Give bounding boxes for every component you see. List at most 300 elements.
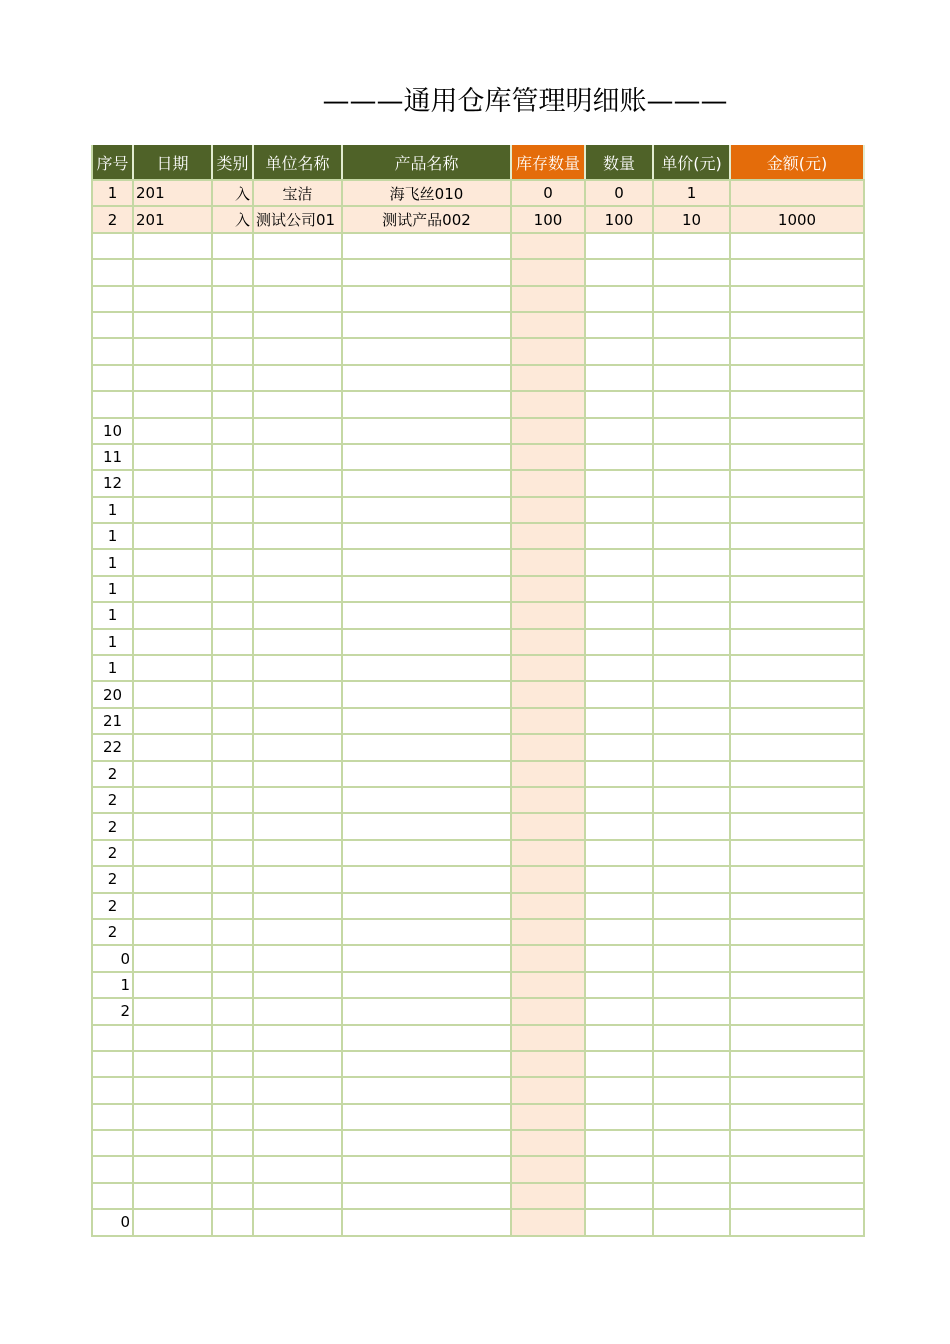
cell-unit-name[interactable]: [254, 469, 343, 495]
cell-stock-qty[interactable]: [512, 232, 586, 258]
cell-date[interactable]: [134, 601, 213, 627]
cell-seq[interactable]: 1: [93, 548, 134, 574]
cell-seq[interactable]: [93, 1024, 134, 1050]
cell-unit-price[interactable]: [654, 918, 731, 944]
cell-product-name[interactable]: [343, 1024, 512, 1050]
cell-stock-qty[interactable]: [512, 786, 586, 812]
cell-seq[interactable]: 2: [93, 892, 134, 918]
cell-amount[interactable]: [731, 364, 865, 390]
cell-stock-qty[interactable]: [512, 258, 586, 284]
cell-unit-name[interactable]: [254, 496, 343, 522]
cell-unit-price[interactable]: [654, 760, 731, 786]
cell-unit-name[interactable]: [254, 258, 343, 284]
cell-unit-price[interactable]: [654, 258, 731, 284]
cell-date[interactable]: 201: [134, 205, 213, 231]
cell-qty[interactable]: [586, 417, 654, 443]
cell-seq[interactable]: 1: [93, 522, 134, 548]
cell-amount[interactable]: [731, 285, 865, 311]
cell-unit-price[interactable]: [654, 1050, 731, 1076]
cell-date[interactable]: [134, 364, 213, 390]
cell-unit-name[interactable]: [254, 232, 343, 258]
cell-category[interactable]: [213, 311, 254, 337]
cell-unit-price[interactable]: [654, 997, 731, 1023]
cell-amount[interactable]: [731, 1129, 865, 1155]
cell-unit-price[interactable]: [654, 285, 731, 311]
cell-seq[interactable]: 1: [93, 971, 134, 997]
cell-qty[interactable]: [586, 601, 654, 627]
cell-stock-qty[interactable]: [512, 839, 586, 865]
cell-unit-price[interactable]: [654, 337, 731, 363]
cell-amount[interactable]: [731, 390, 865, 416]
cell-unit-name[interactable]: [254, 760, 343, 786]
cell-date[interactable]: [134, 1182, 213, 1208]
cell-amount[interactable]: [731, 1076, 865, 1102]
cell-amount[interactable]: [731, 654, 865, 680]
cell-seq[interactable]: 22: [93, 733, 134, 759]
cell-seq[interactable]: [93, 258, 134, 284]
cell-unit-price[interactable]: [654, 575, 731, 601]
cell-stock-qty[interactable]: [512, 1182, 586, 1208]
cell-date[interactable]: 201: [134, 179, 213, 205]
cell-stock-qty[interactable]: [512, 1208, 586, 1234]
cell-date[interactable]: [134, 812, 213, 838]
cell-product-name[interactable]: [343, 1182, 512, 1208]
cell-qty[interactable]: [586, 839, 654, 865]
cell-date[interactable]: [134, 1024, 213, 1050]
cell-amount[interactable]: [731, 575, 865, 601]
cell-unit-price[interactable]: [654, 443, 731, 469]
cell-stock-qty[interactable]: [512, 337, 586, 363]
cell-category[interactable]: [213, 1155, 254, 1181]
cell-unit-price[interactable]: [654, 1208, 731, 1234]
cell-qty[interactable]: [586, 1182, 654, 1208]
cell-stock-qty[interactable]: [512, 654, 586, 680]
cell-stock-qty[interactable]: [512, 548, 586, 574]
cell-qty[interactable]: [586, 1155, 654, 1181]
cell-unit-name[interactable]: 测试公司01: [254, 205, 343, 231]
cell-category[interactable]: [213, 575, 254, 601]
cell-category[interactable]: [213, 1182, 254, 1208]
cell-date[interactable]: [134, 971, 213, 997]
cell-stock-qty[interactable]: [512, 865, 586, 891]
cell-product-name[interactable]: [343, 918, 512, 944]
cell-unit-name[interactable]: [254, 839, 343, 865]
cell-product-name[interactable]: [343, 707, 512, 733]
cell-unit-name[interactable]: [254, 865, 343, 891]
cell-category[interactable]: [213, 548, 254, 574]
cell-amount[interactable]: [731, 892, 865, 918]
cell-category[interactable]: [213, 417, 254, 443]
cell-unit-price[interactable]: [654, 1155, 731, 1181]
cell-category[interactable]: [213, 364, 254, 390]
cell-category[interactable]: [213, 654, 254, 680]
cell-unit-name[interactable]: [254, 417, 343, 443]
cell-date[interactable]: [134, 232, 213, 258]
cell-stock-qty[interactable]: [512, 575, 586, 601]
cell-product-name[interactable]: [343, 733, 512, 759]
cell-amount[interactable]: [731, 812, 865, 838]
cell-qty[interactable]: [586, 469, 654, 495]
cell-date[interactable]: [134, 258, 213, 284]
cell-seq[interactable]: 2: [93, 839, 134, 865]
cell-qty[interactable]: [586, 997, 654, 1023]
cell-date[interactable]: [134, 733, 213, 759]
cell-amount[interactable]: [731, 469, 865, 495]
cell-unit-name[interactable]: [254, 337, 343, 363]
cell-unit-name[interactable]: [254, 601, 343, 627]
cell-qty[interactable]: [586, 892, 654, 918]
cell-category[interactable]: [213, 601, 254, 627]
cell-unit-name[interactable]: [254, 733, 343, 759]
cell-product-name[interactable]: [343, 760, 512, 786]
cell-product-name[interactable]: [343, 575, 512, 601]
cell-qty[interactable]: [586, 971, 654, 997]
cell-date[interactable]: [134, 1208, 213, 1234]
cell-unit-name[interactable]: [254, 522, 343, 548]
cell-unit-price[interactable]: [654, 601, 731, 627]
cell-category[interactable]: 入: [213, 179, 254, 205]
cell-product-name[interactable]: [343, 944, 512, 970]
cell-seq[interactable]: [93, 364, 134, 390]
cell-stock-qty[interactable]: [512, 390, 586, 416]
cell-unit-name[interactable]: [254, 1076, 343, 1102]
cell-seq[interactable]: [93, 337, 134, 363]
cell-stock-qty[interactable]: [512, 1129, 586, 1155]
cell-date[interactable]: [134, 654, 213, 680]
cell-date[interactable]: [134, 918, 213, 944]
cell-unit-name[interactable]: 宝洁: [254, 179, 343, 205]
cell-seq[interactable]: [93, 1182, 134, 1208]
cell-unit-price[interactable]: [654, 1129, 731, 1155]
cell-unit-price[interactable]: [654, 839, 731, 865]
cell-seq[interactable]: 2: [93, 918, 134, 944]
cell-seq[interactable]: 2: [93, 786, 134, 812]
cell-date[interactable]: [134, 892, 213, 918]
cell-date[interactable]: [134, 707, 213, 733]
cell-qty[interactable]: [586, 522, 654, 548]
cell-seq[interactable]: 20: [93, 680, 134, 706]
cell-category[interactable]: [213, 1103, 254, 1129]
cell-stock-qty[interactable]: [512, 522, 586, 548]
cell-amount[interactable]: [731, 839, 865, 865]
cell-product-name[interactable]: [343, 1050, 512, 1076]
cell-stock-qty[interactable]: [512, 918, 586, 944]
cell-date[interactable]: [134, 548, 213, 574]
cell-amount[interactable]: [731, 601, 865, 627]
cell-unit-price[interactable]: [654, 865, 731, 891]
cell-qty[interactable]: [586, 337, 654, 363]
cell-qty[interactable]: [586, 1076, 654, 1102]
cell-stock-qty[interactable]: [512, 892, 586, 918]
cell-stock-qty[interactable]: [512, 1155, 586, 1181]
cell-date[interactable]: [134, 575, 213, 601]
cell-category[interactable]: [213, 1050, 254, 1076]
cell-amount[interactable]: [731, 680, 865, 706]
cell-stock-qty[interactable]: [512, 1103, 586, 1129]
cell-amount[interactable]: [731, 865, 865, 891]
cell-qty[interactable]: [586, 1024, 654, 1050]
cell-date[interactable]: [134, 522, 213, 548]
cell-product-name[interactable]: [343, 1103, 512, 1129]
cell-unit-name[interactable]: [254, 944, 343, 970]
cell-category[interactable]: [213, 496, 254, 522]
cell-product-name[interactable]: [343, 1129, 512, 1155]
cell-amount[interactable]: [731, 1182, 865, 1208]
cell-category[interactable]: [213, 232, 254, 258]
cell-seq[interactable]: [93, 1155, 134, 1181]
cell-product-name[interactable]: [343, 892, 512, 918]
cell-product-name[interactable]: [343, 285, 512, 311]
cell-amount[interactable]: [731, 628, 865, 654]
cell-date[interactable]: [134, 1103, 213, 1129]
cell-unit-name[interactable]: [254, 1103, 343, 1129]
cell-seq[interactable]: [93, 390, 134, 416]
cell-amount[interactable]: [731, 311, 865, 337]
cell-stock-qty[interactable]: [512, 311, 586, 337]
cell-category[interactable]: [213, 628, 254, 654]
cell-amount[interactable]: [731, 971, 865, 997]
cell-stock-qty[interactable]: [512, 1076, 586, 1102]
cell-amount[interactable]: [731, 496, 865, 522]
cell-qty[interactable]: [586, 258, 654, 284]
cell-date[interactable]: [134, 997, 213, 1023]
cell-unit-price[interactable]: 10: [654, 205, 731, 231]
cell-qty[interactable]: [586, 786, 654, 812]
cell-unit-price[interactable]: [654, 628, 731, 654]
cell-stock-qty[interactable]: [512, 760, 586, 786]
cell-date[interactable]: [134, 1129, 213, 1155]
cell-unit-price[interactable]: [654, 654, 731, 680]
cell-unit-price[interactable]: [654, 390, 731, 416]
cell-qty[interactable]: [586, 733, 654, 759]
cell-product-name[interactable]: [343, 390, 512, 416]
cell-unit-name[interactable]: [254, 1024, 343, 1050]
cell-product-name[interactable]: [343, 364, 512, 390]
cell-unit-name[interactable]: [254, 918, 343, 944]
cell-amount[interactable]: [731, 258, 865, 284]
cell-category[interactable]: [213, 918, 254, 944]
cell-product-name[interactable]: [343, 548, 512, 574]
cell-unit-price[interactable]: [654, 971, 731, 997]
cell-category[interactable]: [213, 997, 254, 1023]
cell-unit-name[interactable]: [254, 971, 343, 997]
cell-category[interactable]: [213, 944, 254, 970]
cell-stock-qty[interactable]: [512, 285, 586, 311]
cell-amount[interactable]: [731, 179, 865, 205]
cell-category[interactable]: [213, 443, 254, 469]
cell-amount[interactable]: [731, 548, 865, 574]
cell-unit-price[interactable]: [654, 548, 731, 574]
cell-product-name[interactable]: [343, 654, 512, 680]
cell-stock-qty[interactable]: 0: [512, 179, 586, 205]
cell-product-name[interactable]: [343, 1155, 512, 1181]
cell-category[interactable]: [213, 786, 254, 812]
cell-product-name[interactable]: [343, 417, 512, 443]
cell-amount[interactable]: [731, 944, 865, 970]
cell-category[interactable]: [213, 522, 254, 548]
cell-unit-price[interactable]: [654, 1024, 731, 1050]
cell-qty[interactable]: [586, 918, 654, 944]
cell-qty[interactable]: [586, 865, 654, 891]
cell-unit-price[interactable]: [654, 1076, 731, 1102]
cell-seq[interactable]: 2: [93, 997, 134, 1023]
cell-amount[interactable]: 1000: [731, 205, 865, 231]
cell-qty[interactable]: [586, 232, 654, 258]
cell-amount[interactable]: [731, 417, 865, 443]
cell-unit-price[interactable]: 1: [654, 179, 731, 205]
cell-product-name[interactable]: [343, 786, 512, 812]
cell-unit-name[interactable]: [254, 548, 343, 574]
cell-category[interactable]: [213, 390, 254, 416]
cell-amount[interactable]: [731, 733, 865, 759]
cell-stock-qty[interactable]: [512, 417, 586, 443]
cell-unit-name[interactable]: [254, 628, 343, 654]
cell-unit-price[interactable]: [654, 364, 731, 390]
cell-date[interactable]: [134, 417, 213, 443]
cell-product-name[interactable]: [343, 496, 512, 522]
cell-qty[interactable]: [586, 285, 654, 311]
cell-seq[interactable]: 12: [93, 469, 134, 495]
cell-product-name[interactable]: [343, 971, 512, 997]
cell-seq[interactable]: [93, 232, 134, 258]
cell-seq[interactable]: 0: [93, 944, 134, 970]
cell-unit-name[interactable]: [254, 680, 343, 706]
cell-seq[interactable]: 1: [93, 628, 134, 654]
cell-seq[interactable]: 1: [93, 654, 134, 680]
cell-amount[interactable]: [731, 443, 865, 469]
cell-qty[interactable]: [586, 575, 654, 601]
cell-category[interactable]: [213, 680, 254, 706]
cell-product-name[interactable]: [343, 1076, 512, 1102]
cell-category[interactable]: [213, 733, 254, 759]
cell-unit-price[interactable]: [654, 311, 731, 337]
cell-category[interactable]: [213, 760, 254, 786]
cell-product-name[interactable]: [343, 522, 512, 548]
cell-qty[interactable]: [586, 680, 654, 706]
cell-product-name[interactable]: [343, 469, 512, 495]
cell-unit-name[interactable]: [254, 1050, 343, 1076]
cell-unit-price[interactable]: [654, 680, 731, 706]
cell-stock-qty[interactable]: [512, 707, 586, 733]
cell-seq[interactable]: [93, 1129, 134, 1155]
cell-product-name[interactable]: 测试产品002: [343, 205, 512, 231]
cell-amount[interactable]: [731, 707, 865, 733]
cell-seq[interactable]: [93, 1076, 134, 1102]
cell-qty[interactable]: 100: [586, 205, 654, 231]
cell-stock-qty[interactable]: [512, 496, 586, 522]
cell-qty[interactable]: 0: [586, 179, 654, 205]
cell-date[interactable]: [134, 311, 213, 337]
cell-unit-price[interactable]: [654, 417, 731, 443]
cell-qty[interactable]: [586, 944, 654, 970]
cell-unit-price[interactable]: [654, 944, 731, 970]
cell-unit-name[interactable]: [254, 997, 343, 1023]
cell-date[interactable]: [134, 760, 213, 786]
cell-unit-name[interactable]: [254, 1208, 343, 1234]
cell-product-name[interactable]: [343, 628, 512, 654]
cell-product-name[interactable]: [343, 337, 512, 363]
cell-date[interactable]: [134, 443, 213, 469]
cell-qty[interactable]: [586, 496, 654, 522]
cell-unit-price[interactable]: [654, 707, 731, 733]
cell-unit-price[interactable]: [654, 733, 731, 759]
cell-product-name[interactable]: [343, 232, 512, 258]
cell-qty[interactable]: [586, 1050, 654, 1076]
cell-qty[interactable]: [586, 1129, 654, 1155]
cell-product-name[interactable]: [343, 997, 512, 1023]
cell-date[interactable]: [134, 390, 213, 416]
cell-date[interactable]: [134, 839, 213, 865]
cell-category[interactable]: [213, 1208, 254, 1234]
cell-date[interactable]: [134, 285, 213, 311]
cell-qty[interactable]: [586, 390, 654, 416]
cell-amount[interactable]: [731, 1208, 865, 1234]
cell-qty[interactable]: [586, 548, 654, 574]
cell-product-name[interactable]: 海飞丝010: [343, 179, 512, 205]
cell-stock-qty[interactable]: [512, 364, 586, 390]
cell-unit-price[interactable]: [654, 232, 731, 258]
cell-stock-qty[interactable]: [512, 443, 586, 469]
cell-stock-qty[interactable]: [512, 601, 586, 627]
cell-seq[interactable]: 2: [93, 205, 134, 231]
cell-product-name[interactable]: [343, 311, 512, 337]
cell-date[interactable]: [134, 1076, 213, 1102]
cell-stock-qty[interactable]: [512, 1024, 586, 1050]
cell-seq[interactable]: 1: [93, 575, 134, 601]
cell-stock-qty[interactable]: [512, 469, 586, 495]
cell-amount[interactable]: [731, 786, 865, 812]
cell-stock-qty[interactable]: [512, 733, 586, 759]
cell-unit-name[interactable]: [254, 1182, 343, 1208]
cell-unit-price[interactable]: [654, 522, 731, 548]
cell-seq[interactable]: [93, 311, 134, 337]
cell-date[interactable]: [134, 1155, 213, 1181]
cell-product-name[interactable]: [343, 1208, 512, 1234]
cell-category[interactable]: [213, 971, 254, 997]
cell-amount[interactable]: [731, 522, 865, 548]
cell-unit-name[interactable]: [254, 1129, 343, 1155]
cell-category[interactable]: [213, 892, 254, 918]
cell-seq[interactable]: 2: [93, 865, 134, 891]
cell-stock-qty[interactable]: [512, 812, 586, 838]
cell-unit-price[interactable]: [654, 469, 731, 495]
cell-unit-price[interactable]: [654, 1103, 731, 1129]
cell-unit-name[interactable]: [254, 575, 343, 601]
cell-qty[interactable]: [586, 443, 654, 469]
cell-seq[interactable]: 2: [93, 760, 134, 786]
cell-product-name[interactable]: [343, 812, 512, 838]
cell-date[interactable]: [134, 680, 213, 706]
cell-amount[interactable]: [731, 1155, 865, 1181]
cell-category[interactable]: [213, 707, 254, 733]
cell-category[interactable]: [213, 839, 254, 865]
cell-unit-name[interactable]: [254, 786, 343, 812]
cell-category[interactable]: [213, 469, 254, 495]
cell-date[interactable]: [134, 496, 213, 522]
cell-amount[interactable]: [731, 232, 865, 258]
cell-qty[interactable]: [586, 364, 654, 390]
cell-unit-name[interactable]: [254, 390, 343, 416]
cell-unit-price[interactable]: [654, 496, 731, 522]
cell-stock-qty[interactable]: [512, 1050, 586, 1076]
cell-amount[interactable]: [731, 760, 865, 786]
cell-unit-name[interactable]: [254, 812, 343, 838]
cell-product-name[interactable]: [343, 258, 512, 284]
cell-seq[interactable]: 11: [93, 443, 134, 469]
cell-seq[interactable]: [93, 1103, 134, 1129]
cell-seq[interactable]: 1: [93, 601, 134, 627]
cell-seq[interactable]: 21: [93, 707, 134, 733]
